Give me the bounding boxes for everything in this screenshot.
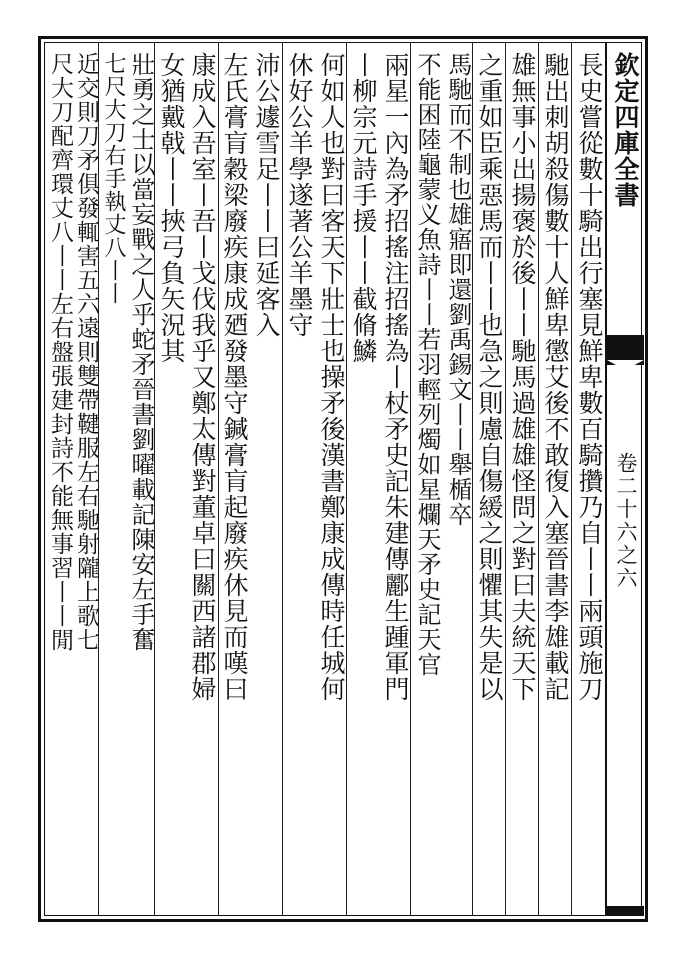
text-column-3: 雄無事小出揚褒於後丨丨馳馬過雄雄怪問之對曰夫統天下: [508, 52, 537, 702]
text-column-17: 近交則刀矛俱發輒害五六遠則雙帶鞬服左右馳射隴上歌七: [73, 52, 99, 652]
text-column-4: 之重如臣乘惡馬而丨丨也急之則慮自傷緩之則懼其失是以: [475, 52, 504, 702]
text-column-8: 丨柳宗元詩手援丨丨截脩鱗: [349, 52, 378, 364]
text-column-11: 沛公遽雪足丨丨曰延客入: [252, 52, 281, 338]
text-column-18: 尺大刀配齊環丈八丨丨左右盤張建封詩不能無事習丨丨閒: [47, 52, 73, 652]
text-column-15: 壯勇之士以當妄戰之人乎蛇矛晉書劉曜載記陳安左手奮: [127, 52, 155, 652]
fishtail-notch: [607, 360, 644, 370]
book-title: 欽定四庫全書: [611, 52, 640, 208]
text-column-6: 不能困陸龜蒙义魚詩丨丨若羽輕列燭如星爛天矛史記天官: [413, 52, 441, 677]
text-column-16: 七尺大刀右手執丈八丨丨: [101, 52, 126, 305]
text-column-13: 康成入吾室丨吾丨戈伐我乎又鄭太傳對董卓曰關西諸郡婦: [188, 52, 217, 702]
column-rule: [282, 42, 283, 916]
text-column-10: 休好公羊學遂著公羊墨守: [285, 52, 314, 338]
text-column-9: 何如人也對曰客天下壯士也操矛後漢書鄭康成傳時任城何: [317, 52, 346, 702]
volume-label: 卷二十六之六: [614, 452, 638, 590]
text-column-1: 長史嘗從數十騎出行塞見鮮卑數百騎攢乃自丨丨兩頭施刀: [575, 52, 604, 702]
text-column-5: 馬馳而不制也雄寤即還劉禹錫文丨丨舉楯卒: [444, 52, 472, 527]
text-column-14: 女猶戴戟丨丨挾弓負矢況其: [157, 52, 186, 364]
text-column-7: 兩星一內為矛招搖注招搖為丨杖矛史記朱建傳酈生踵軍門: [381, 52, 410, 702]
text-column-12: 左氏膏肓穀梁廢疾康成廼發墨守鍼膏肓起廢疾休見而嘆曰: [220, 52, 249, 702]
text-column-2: 馳出刺胡殺傷數十人鮮卑懲艾後不敢復入塞晉書李雄載記: [541, 52, 570, 702]
fishtail-bottom-mark: [607, 906, 644, 916]
banner-column: [605, 42, 642, 916]
